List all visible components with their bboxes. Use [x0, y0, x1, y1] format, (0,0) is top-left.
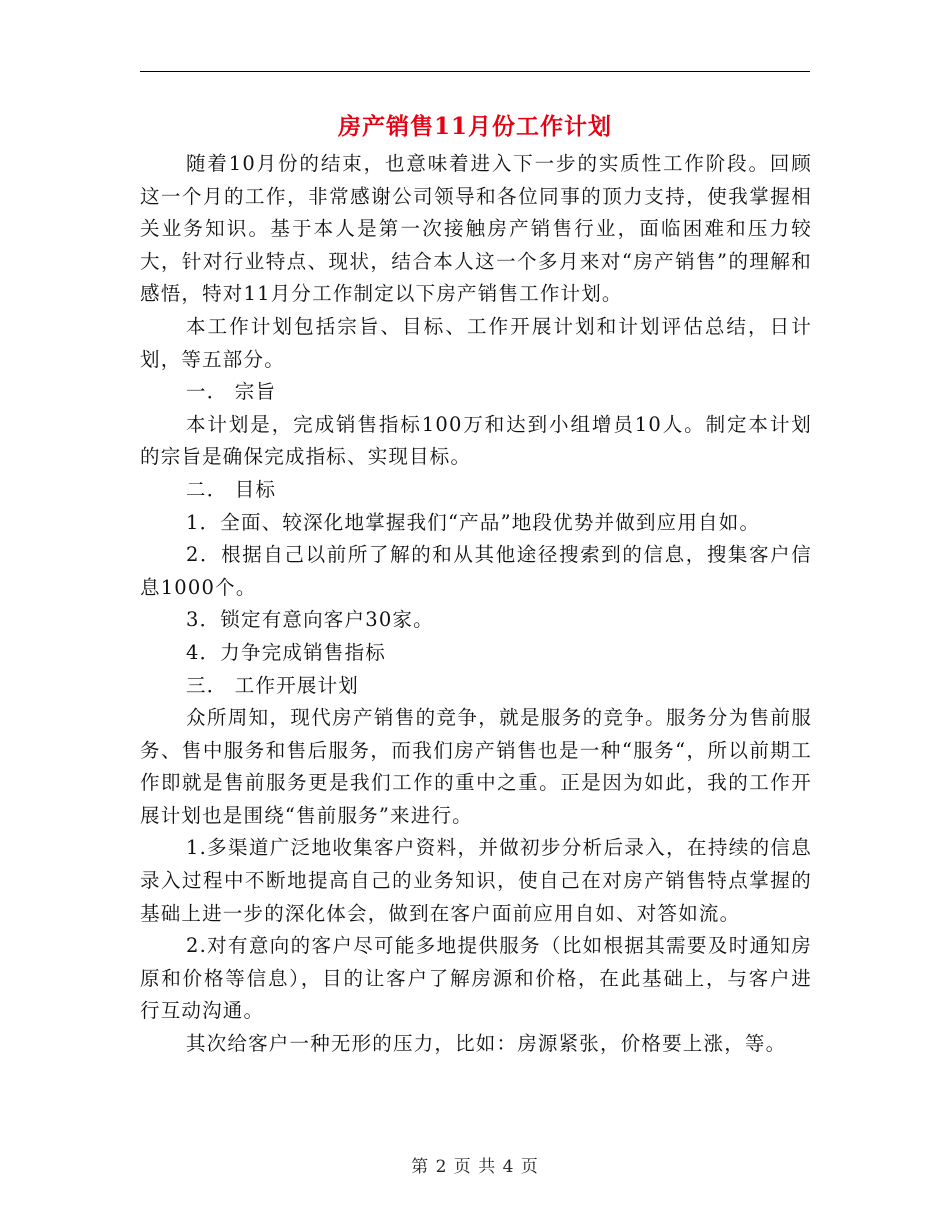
header-rule	[140, 71, 810, 72]
paragraph-intro: 随着10月份的结束，也意味着进入下一步的实质性工作阶段。回顾这一个月的工作，非常感谢公司领导和各位同事的顶力支持，使我掌握相关业务知识。基于本人是第一次接触房产销售行业，面临困难和压力较大，针对行业特点、现状，结合本人这一个多月来对“房产销售”的理解和感悟，特对11月分工作制定以下房产销售工作计划。	[140, 152, 812, 306]
document-body	[140, 148, 812, 1061]
section-heading-goals: 二． 目标	[186, 477, 277, 501]
goal-item-3: 3．锁定有意向客户30家。	[186, 608, 434, 632]
section-heading-plan: 三． 工作开展计划	[186, 673, 359, 697]
plan-item-2: 2.对有意向的客户尽可能多地提供服务（比如根据其需要及时通知房原和价格等信息），目的让客户了解房源和价格，在此基础上，与客户进行互动沟通。	[140, 934, 812, 1023]
goal-item-2: 2．根据自己以前所了解的和从其他途径搜索到的信息，搜集客户信息1000个。	[140, 543, 812, 599]
paragraph-purpose: 本计划是，完成销售指标100万和达到小组增员10人。制定本计划的宗旨是确保完成指标、实现目标。	[140, 412, 812, 469]
page-number-footer: 第 2 页 共 4 页	[411, 1157, 539, 1177]
section-heading-purpose: 一． 宗旨	[186, 380, 277, 404]
paragraph-plan-intro: 众所周知，现代房产销售的竞争，就是服务的竞争。服务分为售前服务、售中服务和售后服务，而我们房产销售也是一种“服务“，所以前期工作即就是售前服务更是我们工作的重中之重。正是因为如此，我的工作开展计划也是围绕“售前服务”来进行。	[140, 706, 812, 827]
goal-item-1: 1．全面、较深化地掌握我们“产品”地段优势并做到应用自如。	[186, 510, 761, 534]
plan-item-1: 1.多渠道广泛地收集客户资料，并做初步分析后录入，在持续的信息录入过程中不断地提高自己的业务知识，使自己在对房产销售特点掌握的基础上进一步的深化体会，做到在客户面前应用自如、对答如流。	[140, 836, 812, 925]
goal-item-4: 4．力争完成销售指标	[186, 640, 386, 664]
paragraph-scope: 本工作计划包括宗旨、目标、工作开展计划和计划评估总结，日计划，等五部分。	[140, 314, 812, 371]
document-title: 房产销售11月份工作计划	[337, 113, 612, 140]
paragraph-pressure: 其次给客户一种无形的压力，比如：房源紧张，价格要上涨，等。	[186, 1032, 787, 1056]
